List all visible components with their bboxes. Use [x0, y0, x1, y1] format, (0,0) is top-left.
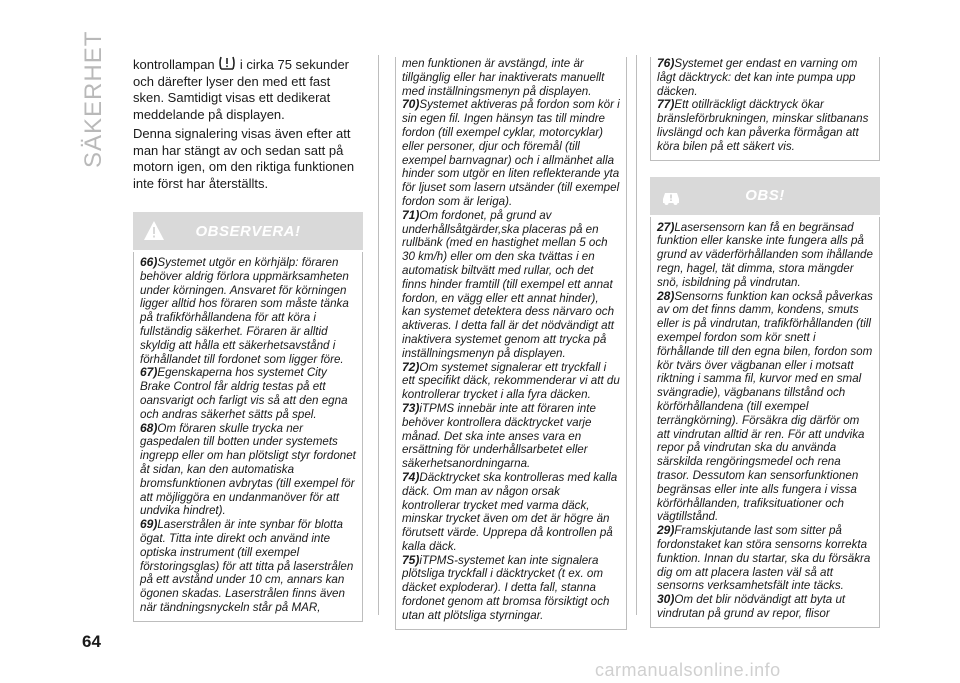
- column-2: [395, 57, 627, 630]
- note-77: [657, 98, 873, 153]
- note-74: [402, 471, 620, 554]
- note-text: Systemet ger endast en varning om lågt däcktryck: det kan inte pumpa upp däcken.: [657, 57, 858, 98]
- column-divider: [636, 55, 637, 615]
- note-text: Framskjutande last som sitter på fordonstaket kan störa sensorns korrekta funktion. Innan du startar, ska du försäkra dig om att placera lasten väl så att sensorns verksamhetsfält inte täcks.: [657, 524, 871, 593]
- note-text: iTPMS-systemet kan inte signalera plötsliga tryckfall i däcktrycket (t ex. om däcket exploderar). I detta fall, stanna fordonet genom att bromsa försiktigt och utan att plötsliga styrningar.: [402, 553, 610, 622]
- note-number: 29): [657, 523, 675, 538]
- note-text: Om föraren skulle trycka ner gaspedalen till botten under systemets ingrepp eller om han plötsligt styr fordonet åt sidan, kan den automatiska bromsfunktionen avbrytas (till exempel för att möjliggöra en undanmanöver för att undvika hindret).: [140, 421, 356, 518]
- note-number: 30): [657, 592, 675, 607]
- obs-header: [650, 177, 880, 215]
- observera-title: OBSERVERA!: [195, 222, 301, 240]
- note-number: 67): [140, 365, 158, 380]
- column-1: [133, 55, 363, 622]
- observera-box: [133, 252, 363, 622]
- note-number: 28): [657, 288, 675, 303]
- note-number: 69): [140, 517, 158, 532]
- note-number: 72): [402, 359, 420, 374]
- note-text: Om det blir nödvändigt att byta ut vindrutan på grund av repor, flisor: [657, 593, 846, 620]
- observera-box-continued: [395, 57, 627, 630]
- note-text: Systemet utgör en körhjälp: föraren behöver aldrig förlora uppmärksamheten under körningen. Ansvaret för körningen ligger alltid hos föraren som måste tänka på trafikförhållandena för att köra i fullständig säkerhet. Föraren är alltid skyldig att hålla ett säkerhetsavstånd i förhållandet till fordonet som ligger före.: [140, 256, 349, 366]
- note-text: Om fordonet, på grund av underhållsåtgärder,ska placeras på en rullbänk (med en hastighet mellan 5 och 30 km/h) eller om den ska tvättas i en automatisk biltvätt med rullar, och det finns hinder framtill (till exempel ett annat fordon, en vägg eller ett annat hinder), kan systemet detektera dess närvaro och aktiveras. I detta fall är det nödvändigt att inaktivera systemet genom att trycka på inställningsmenyn på displayen.: [402, 208, 615, 360]
- note-number: 70): [402, 97, 420, 112]
- note-number: 68): [140, 420, 158, 435]
- note-69-continued: men funktionen är avstängd, inte är tillgänglig eller har inaktiverats manuellt med inställningsmenyn på displayen.: [402, 57, 605, 98]
- note-number: 66): [140, 255, 158, 269]
- note-number: 73): [402, 400, 420, 415]
- tire-pressure-warning-icon: [218, 55, 236, 71]
- observera-header: [133, 212, 363, 250]
- note-66: [140, 256, 356, 366]
- note-number: 76): [657, 56, 675, 70]
- note-number: 74): [402, 469, 420, 484]
- note-text: iTPMS innebär inte att föraren inte behöver kontrollera däcktrycket varje månad. Det ska inte anses vara en ersättning för underhållsarbetet eller säkerhetsanordningarna.: [402, 401, 596, 471]
- note-number: 71): [402, 207, 420, 222]
- section-side-title: [80, 30, 110, 168]
- note-28: [657, 290, 873, 525]
- note-text: Däcktrycket ska kontrolleras med kalla däck. Om man av någon orsak kontrollerar trycket med varma däck, minskar trycket även om det är högre än förutsett värde. Upprepa då kontrollen på kalla däck.: [402, 470, 618, 553]
- note-29: [657, 524, 873, 593]
- note-75: [402, 554, 620, 623]
- note-69: [140, 518, 356, 615]
- note-27: [657, 221, 873, 290]
- intro-text-b: i cirka 75 sekunder och därefter lyser den med ett fast sken. Samtidigt visas ett dedikerat meddelande på displayen.: [133, 57, 350, 122]
- note-text: Systemet aktiveras på fordon som kör i sin egen fil. Ingen hänsyn tas till mindre fordon (till exempel cyklar, motorcyklar) eller personer, djur och föremål (till exempel barnvagnar) och i allmänhet alla hinder som utgör en liten reflekterande yta för ljuset som lasern utsänder (till exempel fordon som är leriga).: [402, 98, 620, 208]
- watermark: carmanualsonline.info: [595, 660, 781, 680]
- note-70: [402, 98, 620, 208]
- note-text: Om systemet signalerar ett tryckfall i ett specifikt däck, rekommenderar vi att du kontrollerar trycket i alla fyra däcken.: [402, 360, 620, 402]
- obs-title: OBS!: [745, 187, 785, 205]
- side-title-text: SÄKERHET: [80, 30, 107, 168]
- note-68: [140, 422, 356, 519]
- car-warning-icon: [660, 185, 682, 207]
- warning-icon: [143, 220, 165, 242]
- note-30: [657, 593, 873, 621]
- observera-box-end: [650, 57, 880, 161]
- note-67: [140, 366, 356, 421]
- note-number: 77): [657, 97, 675, 112]
- note-text: Laserstrålen är inte synbar för blotta ögat. Titta inte direkt och använd inte optiska instrument (till exempel förstoringsglas) för att titta på laserstrålen på ett avstånd under 10 cm, annars kan ögonen skadas. Laserstrålen finns även när tändningsnyckeln står på MAR,: [140, 518, 354, 614]
- intro-paragraph-2: Denna signalering visas även efter att man har stängt av och sedan satt på motorn igen, om den riktiga funktionen inte först har återställts.: [133, 126, 355, 191]
- intro-paragraph-1: [133, 55, 363, 123]
- note-73: [402, 402, 620, 471]
- note-72: [402, 361, 620, 402]
- note-number: 27): [657, 219, 675, 234]
- obs-box: [650, 217, 880, 628]
- note-76: [657, 57, 873, 98]
- column-divider: [378, 55, 379, 615]
- column-3: [650, 57, 880, 628]
- note-text: Sensorns funktion kan också påverkas av om det finns damm, kondens, smuts eller is på vindrutan, trafikförhållanden (till exempel fordon som kör snett i förhållande till den egna bilen, fordon som kör tvärs över vägbanan eller i motsatt riktning i samma fil, kurvor med en smal svängradie), vägbanans tillstånd och körförhållandena (till exempel terrängkörning). Försäkra dig därför om att vindrutan alltid är ren. För att undvika repor på vindrutan ska du använda särskilda rengöringsmedel och rena trasor. Dessutom kan sensorfunktionen begränsas eller inte alls fungera i vissa körförhållanden, trafiksituationer och vägtillstånd.: [657, 289, 873, 524]
- note-text: Lasersensorn kan få en begränsad funktion eller kanske inte fungera alls på grund av väderförhållanden som ihållande regn, hagel, tät dimma, stora mängder snö, isbildning på vindrutan.: [657, 220, 873, 289]
- page-number: 64: [82, 632, 101, 651]
- note-number: 75): [402, 552, 420, 567]
- intro-text-a: kontrollampan: [133, 57, 215, 72]
- note-71: [402, 209, 620, 361]
- note-text: Egenskaperna hos systemet City Brake Control får aldrig testas på ett oansvarigt och farligt vis så att den egna och andras säkerhet sätts på spel.: [140, 366, 348, 421]
- note-text: Ett otillräckligt däcktryck ökar bränsleförbrukningen, minskar slitbanans livslängd och kan påverka förmågan att köra bilen på ett säkert vis.: [657, 98, 869, 153]
